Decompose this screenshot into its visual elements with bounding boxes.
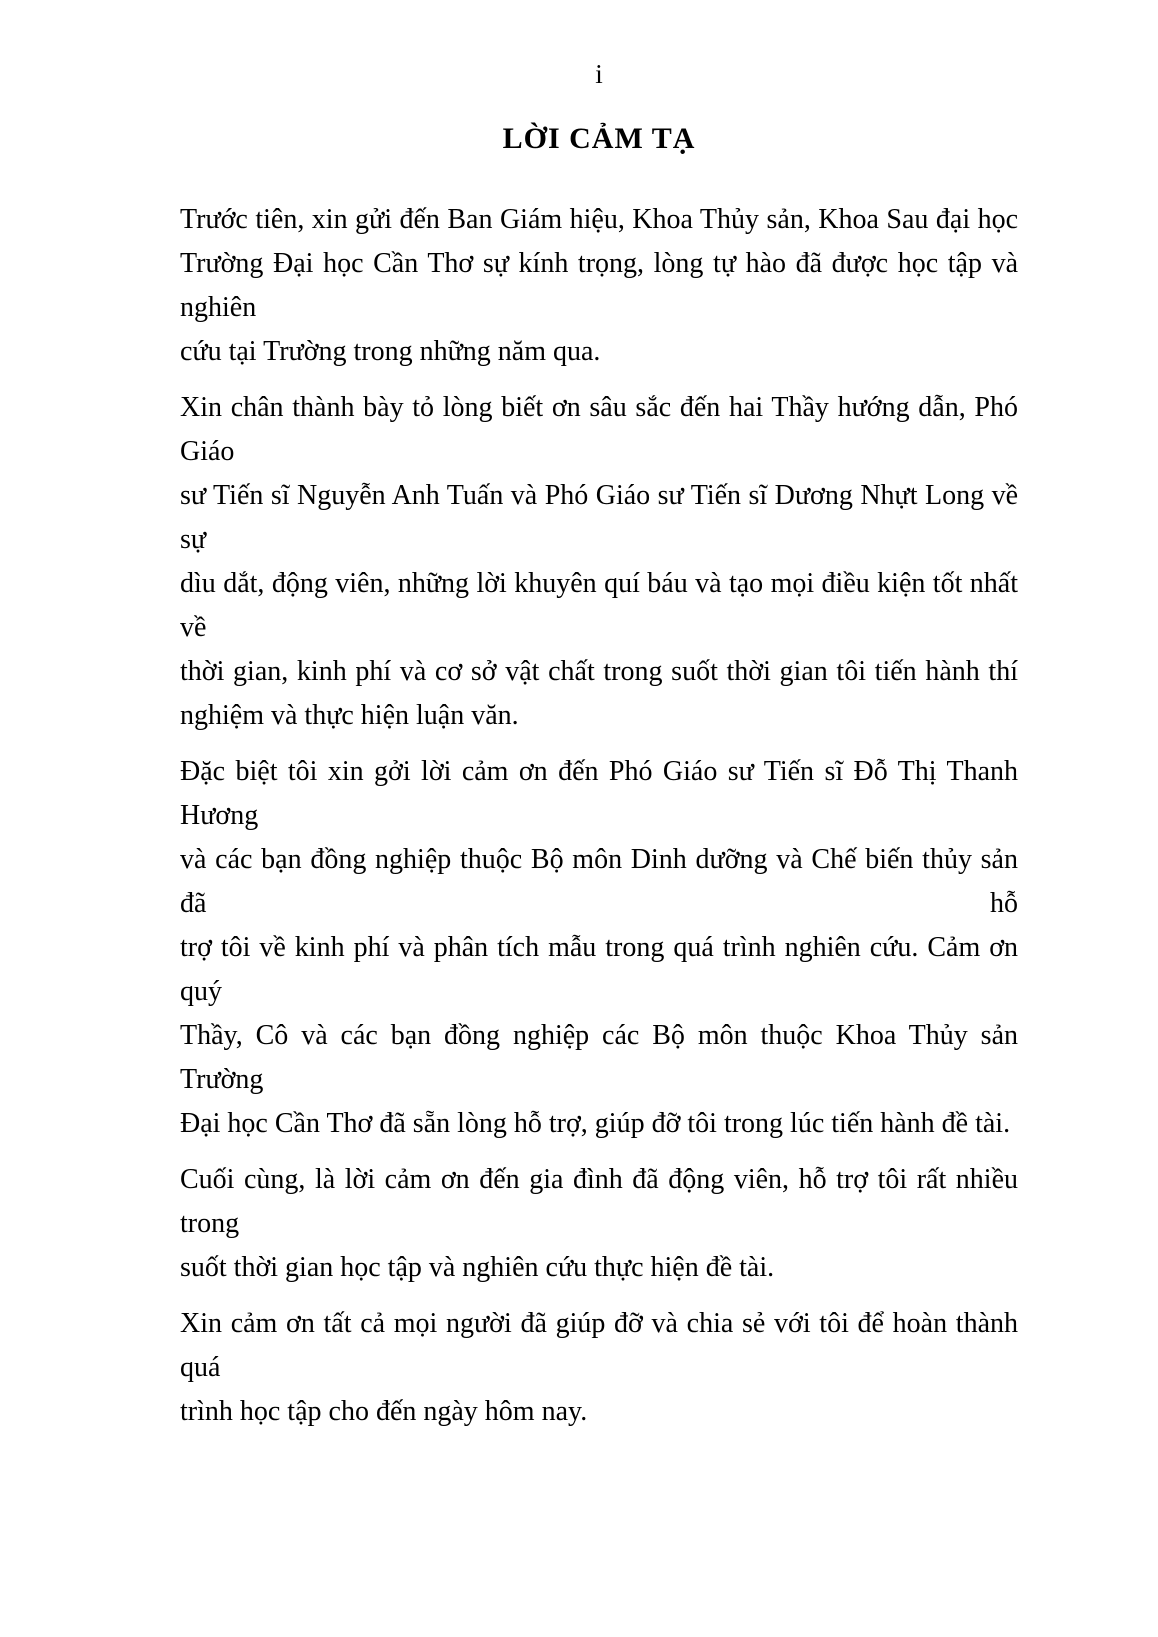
text-line: trợ tôi về kinh phí và phân tích mẫu trong quá trình nghiên cứu. Cảm ơn quý bbox=[180, 932, 1018, 1007]
paragraph bbox=[180, 198, 1018, 374]
text-line: suốt thời gian học tập và nghiên cứu thực hiện đề tài. bbox=[180, 1252, 775, 1283]
paragraph bbox=[180, 1302, 1018, 1434]
text-line: Trước tiên, xin gửi đến Ban Giám hiệu, Khoa Thủy sản, Khoa Sau đại học bbox=[180, 204, 1018, 235]
text-line: Xin chân thành bày tỏ lòng biết ơn sâu sắc đến hai Thầy hướng dẫn, Phó Giáo bbox=[180, 392, 1018, 467]
text-line: Đại học Cần Thơ đã sẵn lòng hỗ trợ, giúp đỡ tôi trong lúc tiến hành đề tài. bbox=[180, 1108, 1011, 1139]
text-line: sư Tiến sĩ Nguyễn Anh Tuấn và Phó Giáo sư Tiến sĩ Dương Nhựt Long về sự bbox=[180, 480, 1018, 555]
paragraph bbox=[180, 386, 1018, 738]
page-number: i bbox=[595, 59, 603, 89]
text-line: trình học tập cho đến ngày hôm nay. bbox=[180, 1396, 588, 1427]
text-line: Trường Đại học Cần Thơ sự kính trọng, lòng tự hào đã được học tập và nghiên bbox=[180, 248, 1018, 323]
text-line: thời gian, kinh phí và cơ sở vật chất trong suốt thời gian tôi tiến hành thí bbox=[180, 656, 1018, 687]
text-line: Thầy, Cô và các bạn đồng nghiệp các Bộ môn thuộc Khoa Thủy sản Trường bbox=[180, 1020, 1018, 1095]
text-line: cứu tại Trường trong những năm qua. bbox=[180, 336, 601, 367]
acknowledgments-heading: LỜI CẢM TẠ bbox=[502, 122, 696, 155]
text-line: Đặc biệt tôi xin gởi lời cảm ơn đến Phó Giáo sư Tiến sĩ Đỗ Thị Thanh Hương bbox=[180, 756, 1018, 831]
paragraphs bbox=[180, 198, 1018, 1434]
text-line: Xin cảm ơn tất cả mọi người đã giúp đỡ và chia sẻ với tôi để hoàn thành quá bbox=[180, 1308, 1018, 1383]
text-line: và các bạn đồng nghiệp thuộc Bộ môn Dinh dưỡng và Chế biến thủy sản đã hỗ bbox=[180, 844, 1018, 919]
text-line: Cuối cùng, là lời cảm ơn đến gia đình đã động viên, hỗ trợ tôi rất nhiều trong bbox=[180, 1164, 1018, 1239]
text-line: nghiệm và thực hiện luận văn. bbox=[180, 700, 519, 731]
paragraph bbox=[180, 1158, 1018, 1290]
paragraph bbox=[180, 750, 1018, 1146]
text-line: dìu dắt, động viên, những lời khuyên quí báu và tạo mọi điều kiện tốt nhất về bbox=[180, 568, 1018, 643]
